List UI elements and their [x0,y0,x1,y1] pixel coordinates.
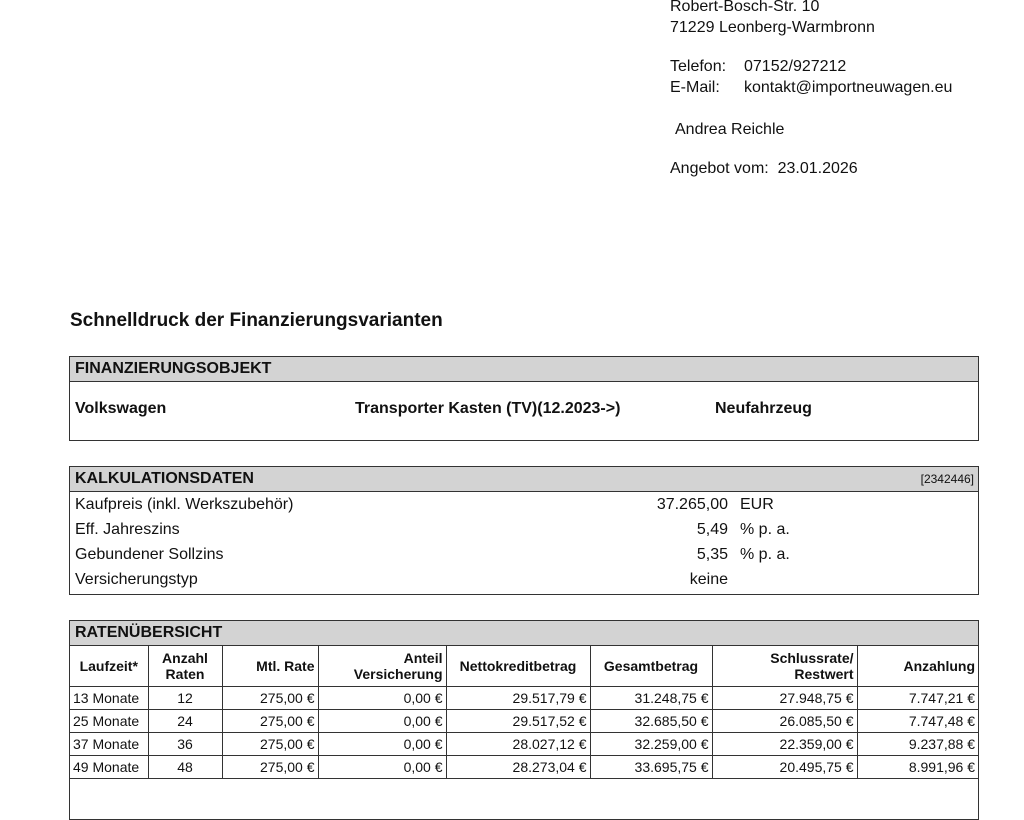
calculation-heading-label: KALKULATIONSDATEN [75,470,254,487]
offer-label: Angebot vom: [670,160,769,177]
calc-row-insurance-type [70,567,978,592]
dealer-phone-line [670,57,846,77]
financing-object-box [69,356,979,441]
cell-insurance: 0,00 € [318,687,446,710]
cell-total: 33.695,75 € [590,756,712,779]
cell-total: 32.259,00 € [590,733,712,756]
col-header-insurance-line2: Versicherung [353,666,443,682]
cell-final-rate: 22.359,00 € [712,733,857,756]
calc-unit: % p. a. [740,521,790,538]
cell-total: 31.248,75 € [590,687,712,710]
calc-label: Gebundener Sollzins [75,546,224,563]
table-row [70,687,978,710]
cell-count: 36 [148,733,222,756]
vehicle-condition: Neufahrzeug [715,400,812,417]
cell-term: 13 Monate [70,687,148,710]
col-header-net-credit: Nettokreditbetrag [446,646,590,687]
contact-person: Andrea Reichle [675,121,785,138]
calc-unit: % p. a. [740,546,790,563]
calc-value: 37.265,00 [656,496,728,513]
cell-net-credit: 29.517,52 € [446,710,590,733]
financing-object-row [70,382,978,440]
calc-value: 5,35 [696,546,728,563]
calculation-box [69,466,979,595]
dealer-street: Robert-Bosch-Str. 10 [670,0,820,15]
cell-rate: 275,00 € [222,733,318,756]
cell-term: 37 Monate [70,733,148,756]
col-header-final-rate [712,646,857,687]
phone-label: Telefon: [670,58,727,75]
installments-table [70,646,978,779]
cell-net-credit: 29.517,79 € [446,687,590,710]
cell-net-credit: 28.273,04 € [446,756,590,779]
cell-final-rate: 20.495,75 € [712,756,857,779]
cell-final-rate: 26.085,50 € [712,710,857,733]
table-row [70,733,978,756]
cell-final-rate: 27.948,75 € [712,687,857,710]
document-title: Schnelldruck der Finanzierungsvarianten [70,310,443,331]
col-header-rate: Mtl. Rate [222,646,318,687]
cell-count: 12 [148,687,222,710]
cell-term: 25 Monate [70,710,148,733]
calc-unit: EUR [740,496,774,513]
cell-rate: 275,00 € [222,687,318,710]
table-header-row [70,646,978,687]
cell-insurance: 0,00 € [318,756,446,779]
calc-row-eff-rate [70,517,978,542]
cell-down-payment: 8.991,96 € [857,756,978,779]
calc-value: keine [689,571,728,588]
email-address: kontakt@importneuwagen.eu [744,79,953,96]
calc-label: Eff. Jahreszins [75,521,180,538]
calculation-code: [2342446] [920,472,974,486]
calc-label: Kaufpreis (inkl. Werkszubehör) [75,496,294,513]
installments-heading: RATENÜBERSICHT [70,621,978,646]
cell-count: 24 [148,710,222,733]
col-header-total: Gesamtbetrag [590,646,712,687]
installments-box [69,620,979,820]
table-row [70,756,978,779]
calc-value: 5,49 [696,521,728,538]
cell-insurance: 0,00 € [318,710,446,733]
col-header-insurance [318,646,446,687]
col-header-final-line1: Schlussrate/ [770,650,854,666]
cell-total: 32.685,50 € [590,710,712,733]
col-header-insurance-line1: Anteil [403,650,443,666]
col-header-count [148,646,222,687]
cell-down-payment: 7.747,48 € [857,710,978,733]
col-header-count-line2: Raten [165,666,205,682]
phone-number: 07152/927212 [744,58,847,75]
offer-date-line [670,159,858,179]
cell-rate: 275,00 € [222,710,318,733]
cell-insurance: 0,00 € [318,733,446,756]
offer-date: 23.01.2026 [777,160,858,177]
col-header-count-line1: Anzahl [162,650,208,666]
col-header-final-line2: Restwert [794,666,854,682]
dealer-email-line [670,78,952,98]
cell-net-credit: 28.027,12 € [446,733,590,756]
col-header-term: Laufzeit* [70,646,148,687]
cell-down-payment: 9.237,88 € [857,733,978,756]
dealer-city: 71229 Leonberg-Warmbronn [670,19,875,36]
calc-row-borrowing-rate [70,542,978,567]
calc-label: Versicherungstyp [75,571,198,588]
vehicle-model: Transporter Kasten (TV)(12.2023->) [355,400,621,417]
vehicle-brand: Volkswagen [75,400,167,417]
table-row [70,710,978,733]
email-label: E-Mail: [670,79,720,96]
cell-term: 49 Monate [70,756,148,779]
calc-row-price [70,492,978,517]
col-header-down-payment: Anzahlung [857,646,978,687]
calculation-heading [70,467,978,492]
financing-object-heading: FINANZIERUNGSOBJEKT [70,357,978,382]
cell-down-payment: 7.747,21 € [857,687,978,710]
cell-count: 48 [148,756,222,779]
cell-rate: 275,00 € [222,756,318,779]
